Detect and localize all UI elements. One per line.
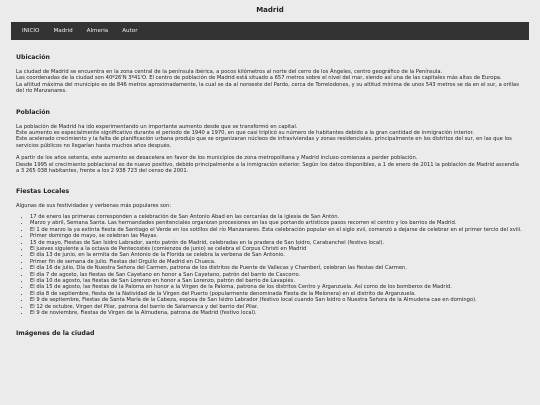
list-item: • El 9 de noviembre, Fiestas de Virgen de la Almudena, patrona de Madrid (festivo local).: [30, 310, 522, 316]
list-item: • El 1 de marzo la ya extinta fiesta de Santiago el Verde en los sotillos del río Manzanares. Esta celebración popular en el siglo xvii, comenzó a dejarse de celebrar en el primer tercio del xviii.: [30, 227, 522, 233]
page-title: Madrid: [256, 6, 284, 14]
list-item: • Marzo y abril, Semana Santa. Las hermandades penitenciales organizan procesiones en las que portando artísticos pasos recorren el centro y los barrios de Madrid.: [30, 220, 522, 226]
paragraph: Este acelerado crecimiento y la falta de planificación urbana produjo que se organizaran núcleos de infraviviendas y zonas residenciales, principalmente en los distritos del sur, en las que los servicios públicos no llegarían hasta muchos años después.: [16, 136, 512, 149]
list-item: • El día 8 de septiembre, fiesta de la Natividad de la Virgen del Puerto (popularmente denominada Fiesta de la Melonera) en el distrito de Arganzuela.: [30, 291, 522, 297]
list-item: • Primer fin de semana de julio. Fiestas del Orgullo de Madrid en Chueca.: [30, 259, 522, 265]
list-item: • El día 10 de agosto, las fiestas de San Lorenzo en honor a San Lorenzo, patrón del barrio de Lavapiés.: [30, 278, 522, 284]
top-navbar: [11, 22, 529, 40]
list-item: • El día 7 de agosto, las fiestas de San Cayetano en honor a San Cayetano, patrón del barrio de Cascorro.: [30, 272, 522, 278]
paragraph: A partir de los años setenta, este aumento se desacelera en favor de los municipios de zona metropolitana y Madrid incluso comienza a perder población.: [16, 155, 418, 162]
paragraph: La ciudad de Madrid se encuentra en la zona central de la península ibérica, a pocos kilómetros al norte del cerro de los Ángeles, centro geográfico de la Península.: [16, 69, 443, 75]
paragraph: La población de Madrid ha ido experimentando un importante aumento desde que se transformó en capital.: [16, 123, 298, 130]
section-title-fiestas: Fiestas Locales: [16, 188, 70, 196]
nav-item-almeria[interactable]: Almeria: [86, 28, 109, 34]
paragraph: Este aumento es especialmente significativo durante el periodo de 1940 a 1970, en que casi triplicó su número de habitantes debido a la gran cantidad de inmigración interior.: [16, 130, 474, 137]
nav-item-inicio[interactable]: INICIO: [22, 28, 40, 34]
fiestas-list: [16, 214, 522, 317]
list-item: • El día 16 de julio, Día de Nuestra Señora del Carmen, patrona de los distritos de Puente de Vallecas y Chamberí, celebran las fiestas del Carmen.: [30, 265, 522, 271]
list-item: • 17 de enero las primeras corresponden a celebración de San Antonio Abad en las cercanías de la iglesia de San Antón.: [30, 214, 522, 220]
list-item: • El día 15 de agosto, las fiestas de la Paloma en honor a la Virgen de la Paloma, patrona de los distritos Centro y Arganzuela. Así como de los bomberos de Madrid.: [30, 284, 522, 290]
list-item: • El 9 de septiembre, Fiestas de Santa María de la Cabeza, esposa de San Isidro Labrador (festivo local cuando San Isidro o Nuestra Señora de la Almudena cae en domingo).: [30, 297, 522, 303]
paragraph: La altitud máxima del municipio es de 846 metros aproximadamente, la cual se da al noroeste del Pardo, cerca de Torrelodones, y su altitud mínima de unos 543 metros se da en el sur, a orillas del río Manzanares.: [16, 81, 519, 95]
fiestas-intro: Algunas de sus festividades y verbenas más populares son:: [16, 203, 172, 210]
nav-item-autor[interactable]: Autor: [122, 28, 138, 34]
paragraph: Las coordenadas de la ciudad son 40º26'N 3º41'O. El centro de población de Madrid está situado a 657 metros sobre el nivel del mar, siendo así una de las capitales más altas de Europa.: [16, 75, 502, 82]
section-title-poblacion: Población: [16, 108, 50, 116]
list-item: • El 12 de octubre, Virgen del Pilar, patrona del barrio de Salamanca y del barrio del Pilar.: [30, 304, 522, 310]
list-item: • Primer domingo de mayo, se celebran las Mayas.: [30, 233, 522, 239]
nav-item-madrid[interactable]: Madrid: [53, 28, 73, 34]
main-content: [0, 40, 540, 337]
list-item: • El jueves siguiente a la octava de Pentecostés (comienzos de junio) se celebra el Corpus Christi en Madrid: [30, 246, 522, 252]
list-item: • 15 de mayo, Fiestas de San Isidro Labrador, santo patrón de Madrid, celebradas en la pradera de San Isidro, Carabanchel (festivo local).: [30, 240, 522, 246]
section-imagenes: [16, 330, 522, 337]
section-fiestas: [16, 188, 522, 316]
section-title-ubicacion: Ubicación: [16, 54, 50, 61]
paragraph: Desde 1995 el crecimiento poblacional es de nuevo positivo, debido principalmente a la inmigración exterior. Según los datos disponibles, a 1 de enero de 2011 la población de Madrid ascendía a 3 265 038 habitantes, frente a los 2 938 723 del censo de 2001.: [16, 161, 519, 175]
section-ubicacion: [16, 54, 522, 95]
section-poblacion: [16, 109, 522, 175]
section-title-imagenes: Imágenes de la ciudad: [16, 330, 95, 338]
list-item: • El día 13 de junio, en la ermita de San Antonio de la Florida se celebra la verbena de San Antonio.: [30, 252, 522, 258]
